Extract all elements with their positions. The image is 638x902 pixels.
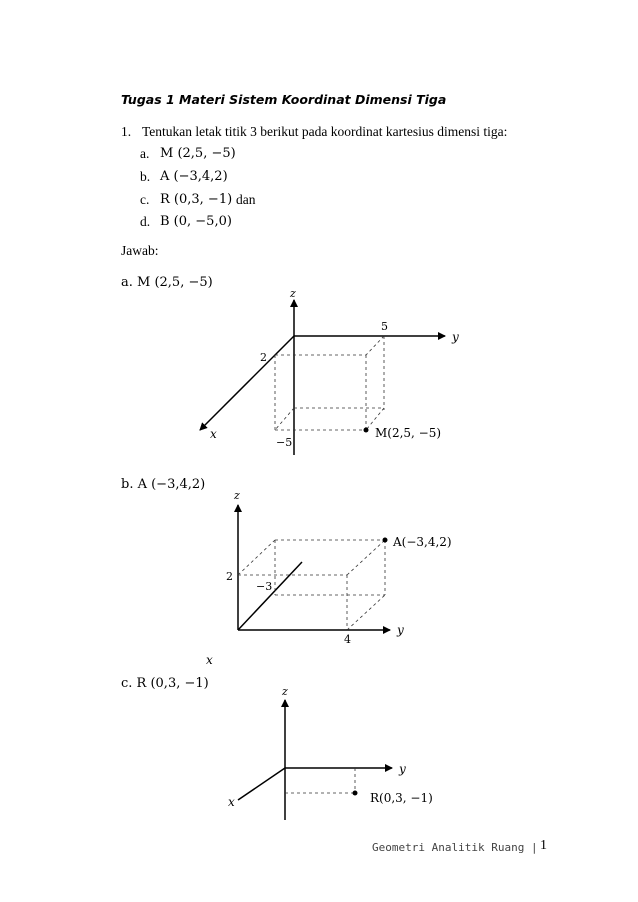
item-letter: c. xyxy=(140,192,150,207)
axis-label-y: y xyxy=(399,762,406,776)
tick-label: 2 xyxy=(260,351,267,364)
axis-label-x: x xyxy=(210,427,217,441)
item-letter: b. xyxy=(140,169,151,184)
axis-label-z: z xyxy=(282,685,288,698)
axis-label-x: x xyxy=(228,795,235,809)
point-label: A(−3,4,2) xyxy=(393,535,452,549)
answer-label: Jawab: xyxy=(121,243,159,258)
tick-label: −3 xyxy=(256,580,273,593)
axis-label-y: y xyxy=(452,330,459,344)
question-number: 1. xyxy=(121,124,132,139)
item-letter: a. xyxy=(140,146,150,161)
item-suffix: dan xyxy=(236,192,256,207)
answer-a-heading: a. M (2,5, −5) xyxy=(121,275,213,290)
axis-label-z: z xyxy=(290,287,296,300)
tick-label: 5 xyxy=(381,320,388,333)
item-point: A (−3,4,2) xyxy=(160,169,228,184)
point-label: M(2,5, −5) xyxy=(375,426,442,440)
tick-label: −5 xyxy=(276,436,293,449)
dashed-guides xyxy=(285,768,355,793)
point-label: R(0,3, −1) xyxy=(370,791,433,805)
item-point: B (0, −5,0) xyxy=(160,214,232,229)
item-letter: d. xyxy=(140,214,151,229)
axis-label-x: x xyxy=(206,653,213,667)
answer-b-heading: b. A (−3,4,2) xyxy=(121,477,206,492)
answer-c-heading: c. R (0,3, −1) xyxy=(121,676,209,691)
question-text: Tentukan letak titik 3 berikut pada koordinat kartesius dimensi tiga: xyxy=(142,124,508,139)
page-title: Tugas 1 Materi Sistem Koordinat Dimensi Tiga xyxy=(121,92,447,107)
tick-label: 2 xyxy=(226,570,233,583)
item-point: R (0,3, −1) xyxy=(160,192,233,207)
page-number: 1 xyxy=(540,838,547,853)
item-point: M (2,5, −5) xyxy=(160,146,236,161)
point-r xyxy=(353,791,358,796)
footer-text: Geometri Analitik Ruang | xyxy=(372,841,538,854)
axis-label-y: y xyxy=(397,623,404,637)
tick-label: 4 xyxy=(344,633,351,646)
axis-label-z: z xyxy=(234,489,240,502)
x-axis xyxy=(238,768,285,800)
